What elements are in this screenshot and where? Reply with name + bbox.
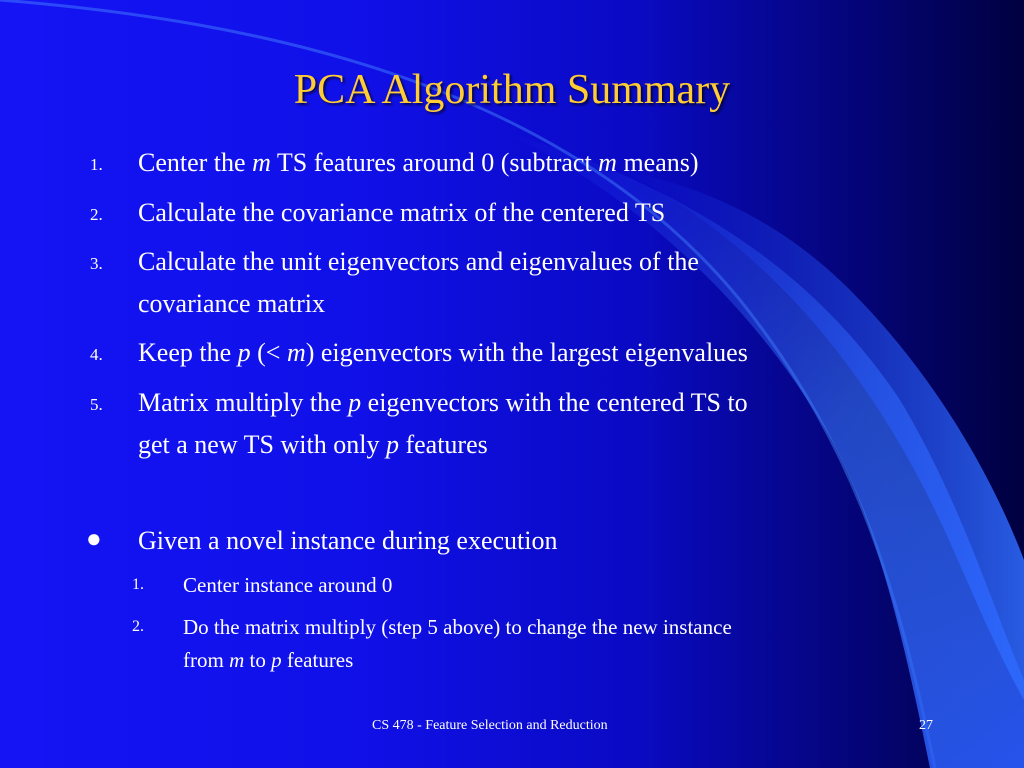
sub-step-number-1: 1. — [132, 576, 144, 593]
step-number-3: 3. — [90, 254, 103, 273]
step-number-1: 1. — [90, 155, 103, 174]
footer-text: CS 478 - Feature Selection and Reduction — [372, 718, 608, 733]
step-5-line-1: Matrix multiply the p eigenvectors with the centered TS to — [138, 388, 748, 417]
step-4: Keep the p (< m) eigenvectors with the largest eigenvalues — [138, 338, 748, 367]
step-number-5: 5. — [90, 395, 103, 414]
sub-step-2-line-2: from m to p features — [183, 648, 354, 672]
step-3-line-1: Calculate the unit eigenvectors and eigenvalues of the — [138, 247, 699, 276]
bullet-dot: ● — [86, 524, 102, 553]
sub-step-1: Center instance around 0 — [183, 573, 393, 597]
sub-step-number-2: 2. — [132, 618, 144, 635]
step-number-4: 4. — [90, 345, 103, 364]
page-number: 27 — [919, 718, 933, 733]
slide-title: PCA Algorithm Summary — [293, 67, 731, 113]
step-5-line-2: get a new TS with only p features — [138, 430, 488, 459]
step-3-line-2: covariance matrix — [138, 289, 325, 318]
bullet-text: Given a novel instance during execution — [138, 526, 558, 555]
step-number-2: 2. — [90, 205, 103, 224]
step-1: Center the m TS features around 0 (subtract m means) — [138, 148, 699, 177]
sub-step-2-line-1: Do the matrix multiply (step 5 above) to change the new instance — [183, 615, 732, 639]
step-2: Calculate the covariance matrix of the centered TS — [138, 198, 666, 227]
